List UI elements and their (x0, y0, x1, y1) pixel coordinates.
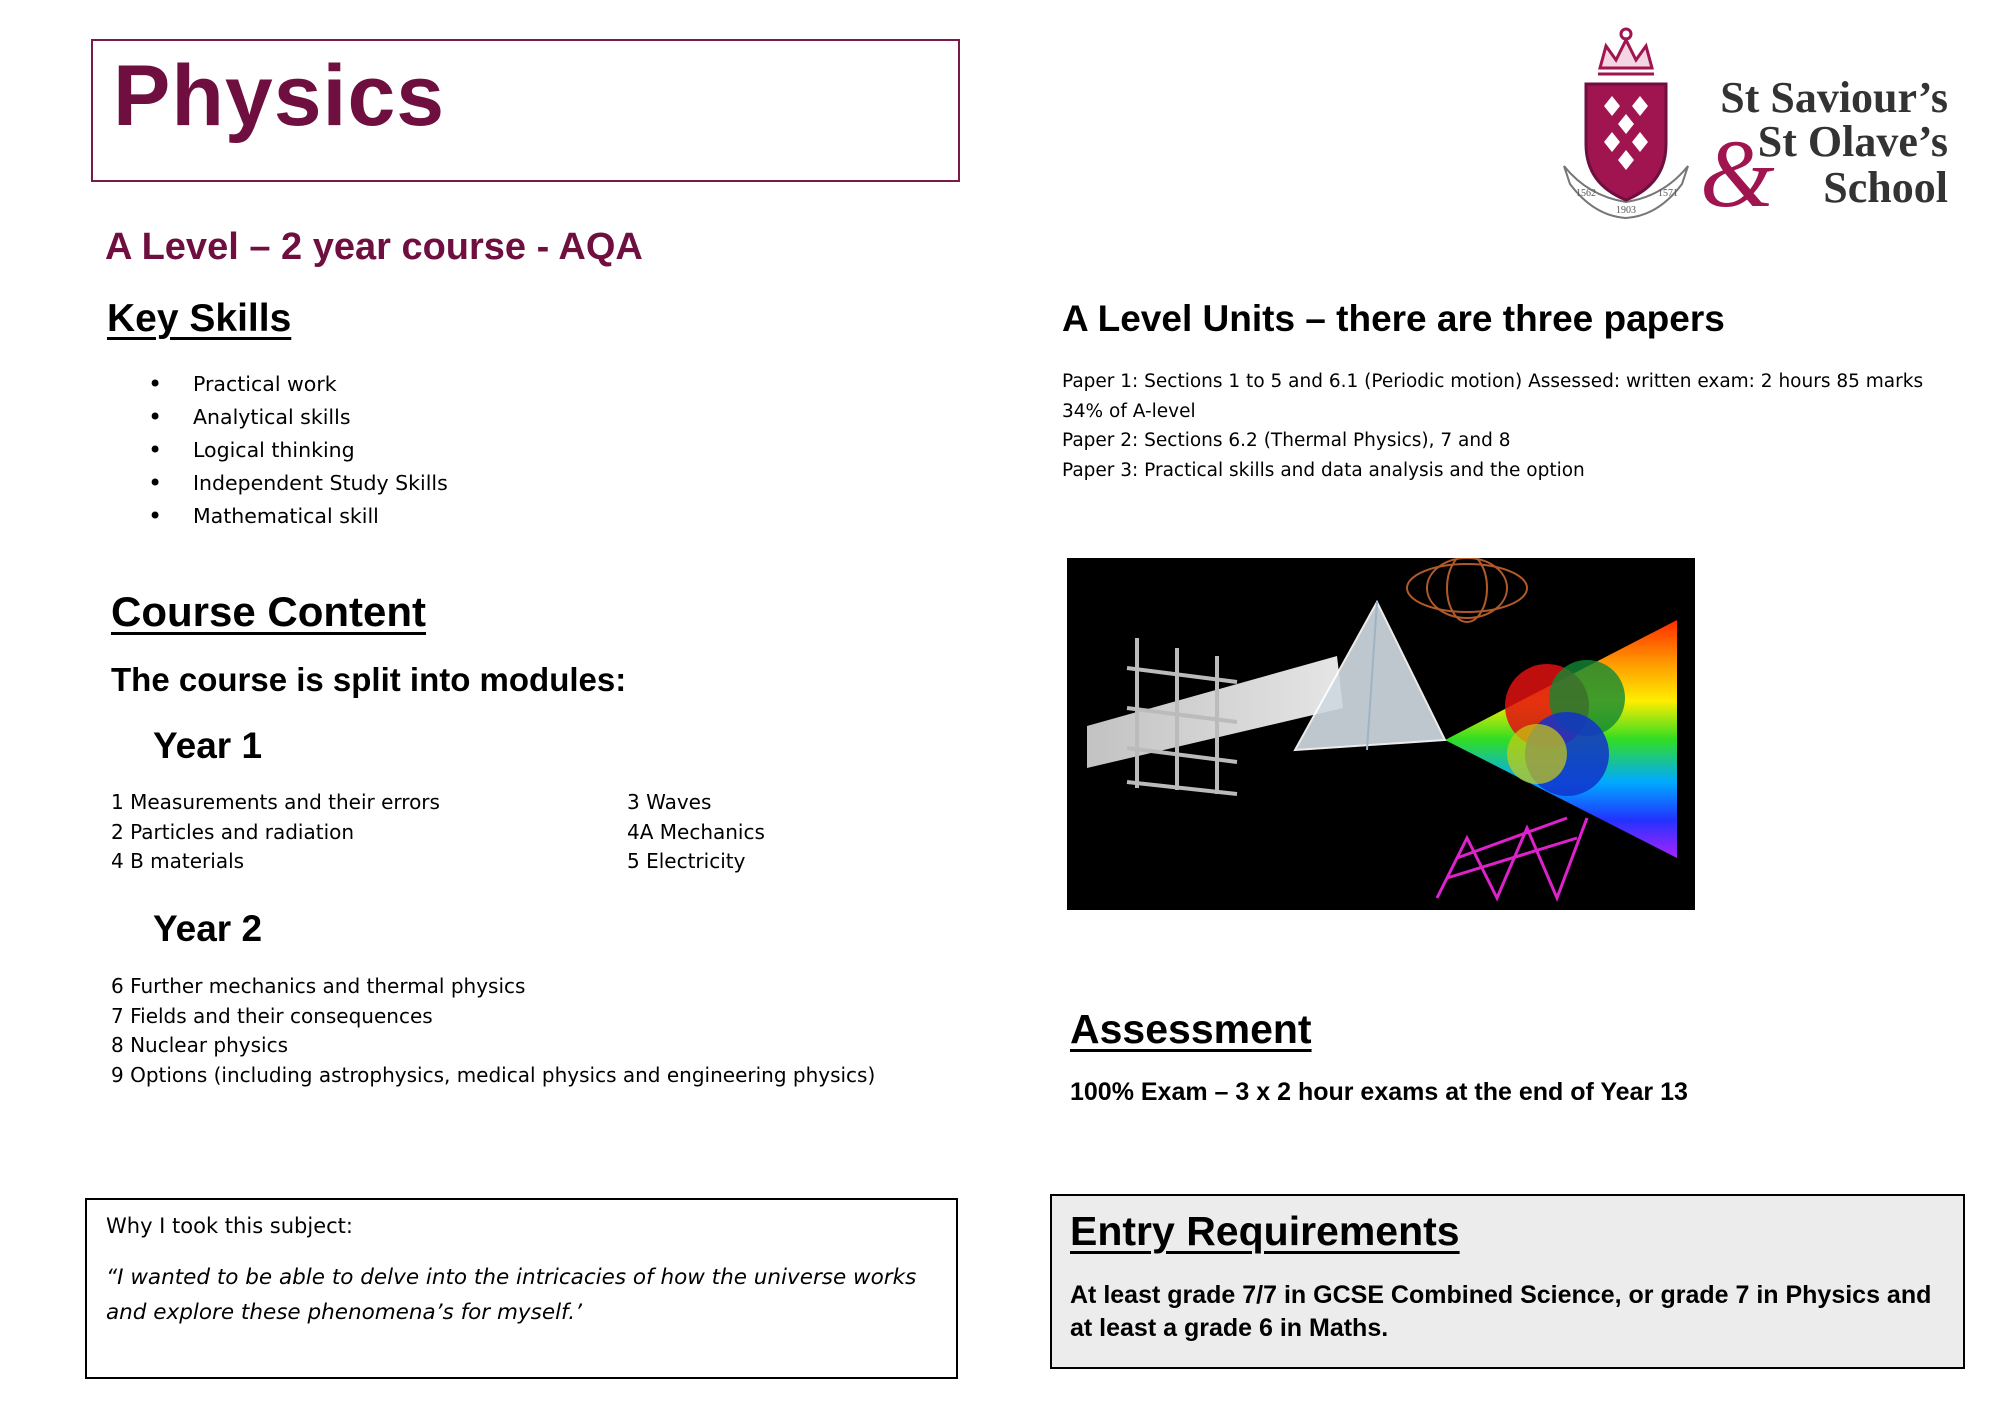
module-item: 1 Measurements and their errors (111, 790, 440, 814)
module-item: 2 Particles and radiation (111, 819, 355, 844)
quote-text: “I wanted to be able to delve into the intricacies of how the universe works and explore these phenomena’s for myself.’ (106, 1265, 917, 1325)
title-box (91, 39, 960, 182)
year1-heading: Year 1 (153, 725, 263, 766)
quote-label: Why I took this subject: (106, 1214, 353, 1238)
assessment-text: 100% Exam – 3 x 2 hour exams at the end of Year 13 (1070, 1078, 1688, 1106)
quote-box (85, 1198, 958, 1379)
module-item: 5 Electricity (627, 849, 746, 873)
module-item: 4 B materials (111, 849, 245, 873)
year2-heading: Year 2 (153, 908, 263, 949)
units-line: Paper 3: Practical skills and data analysis and the option (1062, 459, 1585, 481)
entry-requirements-text: At least grade 7/7 in GCSE Combined Science, or grade 7 in Physics and at least a grade 6 in Maths. (1070, 1281, 1932, 1342)
year1-modules-col1 (111, 788, 440, 877)
key-skills-heading: Key Skills (107, 297, 292, 340)
units-line: 34% of A-level (1062, 400, 1196, 422)
units-line: Paper 1: Sections 1 to 5 and 6.1 (Periodic motion) Assessed: written exam: 2 hours 85 marks (1062, 371, 1924, 392)
course-subtitle: A Level – 2 year course - AQA (105, 226, 643, 268)
units-text (1062, 367, 1923, 485)
svg-text:1571: 1571 (1658, 188, 1678, 199)
year2-modules (111, 972, 875, 1090)
course-content-heading: Course Content (111, 588, 426, 635)
list-item: • Practical work (146, 368, 448, 401)
module-item: 4A Mechanics (627, 819, 765, 844)
module-item: 9 Options (including astrophysics, medical physics and engineering physics) (111, 1062, 876, 1087)
list-item: • Logical thinking (146, 434, 448, 467)
units-heading: A Level Units – there are three papers (1062, 298, 1725, 339)
assessment-heading: Assessment (1070, 1006, 1312, 1052)
modules-intro: The course is split into modules: (111, 661, 627, 698)
key-skills-list (146, 368, 448, 533)
module-item: 8 Nuclear physics (111, 1033, 289, 1057)
units-line: Paper 2: Sections 6.2 (Thermal Physics), 7 and 8 (1062, 430, 1511, 451)
svg-text:School: School (1823, 163, 1948, 212)
svg-text:1903: 1903 (1616, 205, 1636, 216)
list-item: • Mathematical skill (146, 500, 448, 533)
svg-text:&: & (1700, 120, 1775, 226)
module-item: 3 Waves (627, 790, 712, 814)
prism-spectrum-icon (1067, 558, 1695, 910)
module-item: 7 Fields and their consequences (111, 1003, 433, 1028)
list-item: • Analytical skills (146, 401, 448, 434)
module-item: 6 Further mechanics and thermal physics (111, 974, 526, 998)
school-logo (1558, 16, 1958, 226)
entry-requirements-box (1050, 1194, 1965, 1369)
svg-text:St Olave’s: St Olave’s (1757, 117, 1948, 166)
year1-modules-col2 (627, 788, 765, 877)
list-item: • Independent Study Skills (146, 467, 448, 500)
page-title: Physics (113, 48, 446, 144)
svg-text:St Saviour’s: St Saviour’s (1720, 73, 1948, 122)
entry-requirements-heading: Entry Requirements (1070, 1208, 1460, 1254)
svg-text:1562: 1562 (1576, 188, 1596, 199)
physics-illustration (1067, 558, 1695, 910)
school-crest-icon (1558, 16, 1958, 226)
